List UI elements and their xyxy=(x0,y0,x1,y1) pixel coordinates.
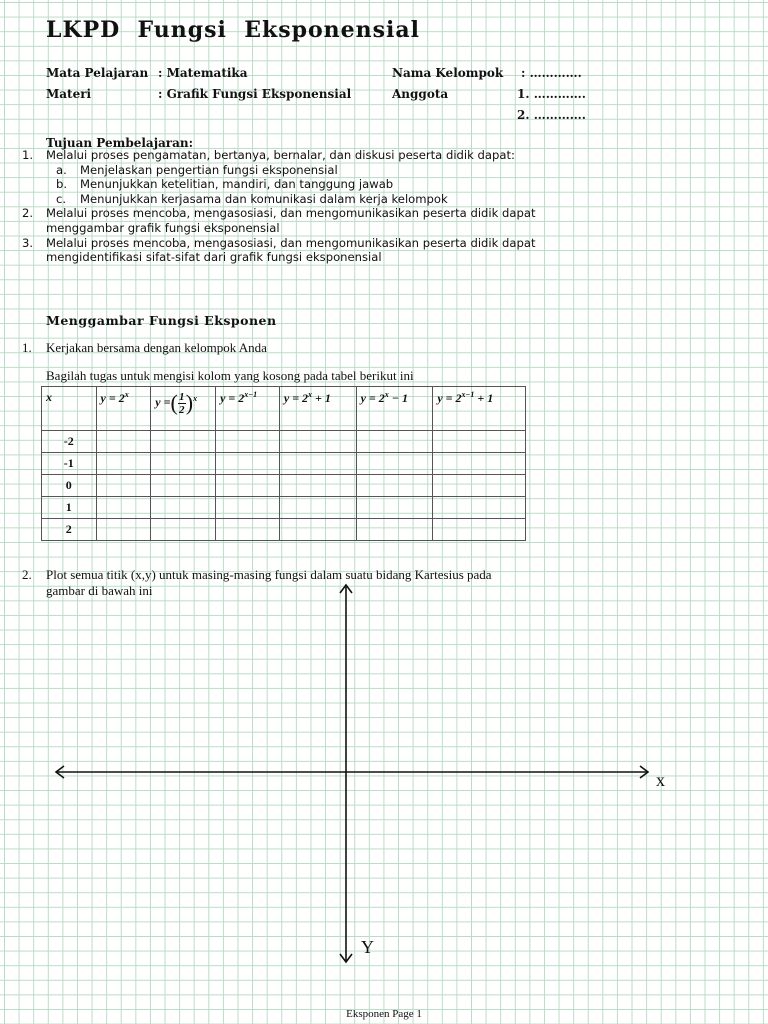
x-cell: -1 xyxy=(42,453,97,475)
page-footer: Eksponen Page 1 xyxy=(346,1008,422,1020)
step-2-number: 2. xyxy=(22,567,32,582)
subgoal-letter: a. xyxy=(56,162,67,177)
mapel-label: Mata Pelajaran xyxy=(46,66,149,80)
fraction: $\frac{1}{2}$ xyxy=(179,390,185,416)
goal-number: 2. xyxy=(22,206,34,221)
step-2-line-2: gambar di bawah ini xyxy=(46,583,153,598)
mapel-value: : Matematika xyxy=(158,66,248,80)
subgoal-text: Menunjukkan ketelitian, mandiri, dan tanggung jawab xyxy=(80,177,394,192)
anggota-2-field[interactable]: 2. …………. xyxy=(517,108,586,122)
goal-text: Melalui proses pengamatan, bertanya, bernalar, dan diskusi peserta didik dapat: xyxy=(46,148,515,162)
step-1-text: Kerjakan bersama dengan kelompok Anda xyxy=(46,340,267,355)
section-heading: Menggambar Fungsi Eksponen xyxy=(46,313,277,328)
header-x: x xyxy=(42,387,97,431)
x-cell: 0 xyxy=(42,475,97,497)
header-2x: $y = 2^x$ xyxy=(96,387,151,431)
header-2x-minus-1: $y = 2^{x-1}$ xyxy=(216,387,280,431)
header-2x-minus-1b: $y = 2^x - 1$ xyxy=(356,387,433,431)
subgoal-text: Menjelaskan pengertian fungsi eksponensial xyxy=(80,162,338,177)
header-half-x: y =( $\frac{1}{2}$ )$^x$ xyxy=(151,387,216,431)
subgoal-text: Menunjukkan kerjasama dan komunikasi dalam kerja kelompok xyxy=(80,191,448,206)
anggota-label: Anggota xyxy=(392,87,449,101)
page-title: LKPD Fungsi Eksponensial xyxy=(46,17,420,43)
step-1-number: 1. xyxy=(22,340,32,355)
subgoal-letter: c. xyxy=(56,191,67,206)
header-2xm1-plus-1: $y = 2^{x-1} + 1$ xyxy=(433,387,526,431)
materi-label: Materi xyxy=(46,87,92,101)
materi-value: : Grafik Fungsi Eksponensial xyxy=(158,87,352,101)
x-cell: -2 xyxy=(42,431,97,453)
goal-text: Melalui proses mencoba, mengasosiasi, dan mengomunikasikan peserta didik dapat menggambar grafik fungsi eksponensial xyxy=(46,206,536,235)
step-2-line-1: Plot semua titik (x,y) untuk masing-masing fungsi dalam suatu bidang Kartesius pada xyxy=(46,567,492,582)
kelompok-label: Nama Kelompok xyxy=(392,66,504,80)
y-axis-label: Y xyxy=(361,937,374,957)
subgoal-letter: b. xyxy=(56,177,68,192)
anggota-1-field[interactable]: 1. …………. xyxy=(517,87,586,101)
goal-number: 1. xyxy=(22,148,34,162)
goal-text: Melalui proses mencoba, mengasosiasi, dan mengomunikasikan peserta didik dapat mengidentifikasi sifat-sifat dari grafik fungsi eksponensial xyxy=(46,235,536,265)
header-2x-plus-1: $y = 2^x + 1$ xyxy=(279,387,356,431)
x-cell: 2 xyxy=(42,519,97,541)
tujuan-heading: Tujuan Pembelajaran: xyxy=(46,136,194,150)
x-cell: 1 xyxy=(42,497,97,519)
table-intro: Bagilah tugas untuk mengisi kolom yang kosong pada tabel berikut ini xyxy=(46,368,414,383)
x-axis-label: x xyxy=(656,770,665,790)
kelompok-value[interactable]: : …………. xyxy=(521,66,582,80)
goal-number: 3. xyxy=(22,235,34,250)
